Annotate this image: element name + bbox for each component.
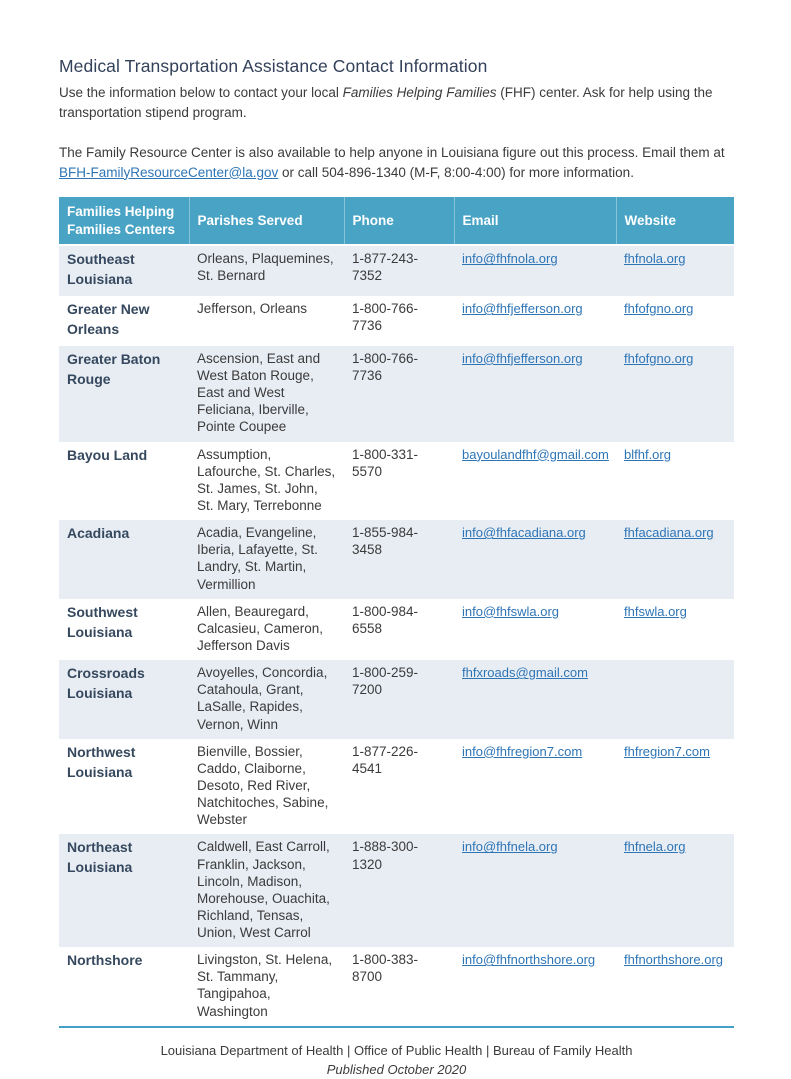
phone-cell: 1-800-383-8700 [344,947,454,1027]
website-link[interactable]: fhfacadiana.org [624,525,714,541]
email-link[interactable]: info@fhfacadiana.org [462,525,586,541]
phone-cell: 1-800-331-5570 [344,442,454,521]
website-cell [616,834,734,947]
page-title: Medical Transportation Assistance Contact Information [59,56,488,76]
table-row [59,947,734,1027]
email-cell [454,346,616,442]
email-link[interactable]: info@fhfnela.org [462,839,558,855]
parishes-cell: Orleans, Plaquemines, St. Bernard [189,245,344,296]
table-row [59,346,734,442]
phone-cell: 1-800-766-7736 [344,346,454,442]
resource-paragraph [59,143,733,182]
table-row [59,599,734,660]
table-row [59,739,734,835]
parishes-cell: Caldwell, East Carroll, Franklin, Jackson, Lincoln, Madison, Morehouse, Ouachita, Richland, Tensas, Union, West Carrol [189,834,344,947]
parishes-cell: Assumption, Lafourche, St. Charles, St. James, St. John, St. Mary, Terrebonne [189,442,344,521]
col-header-website: Website [616,197,734,245]
table-row [59,245,734,296]
table-row [59,296,734,346]
website-link[interactable]: blfhf.org [624,446,671,462]
resource-text-1: The Family Resource Center is also available to help anyone in Louisiana figure out this process. Email them at [59,145,725,161]
website-cell [616,739,734,835]
email-cell [454,442,616,521]
parishes-cell: Ascension, East and West Baton Rouge, East and West Feliciana, Iberville, Pointe Coupee [189,346,344,442]
center-name-cell: Northwest Louisiana [59,739,189,835]
email-link[interactable]: info@fhfjefferson.org [462,350,583,366]
email-cell [454,660,616,739]
parishes-cell: Avoyelles, Concordia, Catahoula, Grant, LaSalle, Rapides, Vernon, Winn [189,660,344,739]
phone-cell: 1-800-259-7200 [344,660,454,739]
website-cell [616,296,734,346]
website-cell [616,599,734,660]
table-row [59,834,734,947]
center-name-cell: Northshore [59,947,189,1027]
parishes-cell: Bienville, Bossier, Caddo, Claiborne, Desoto, Red River, Natchitoches, Sabine, Webster [189,739,344,835]
email-cell [454,520,616,599]
parishes-cell: Livingston, St. Helena, St. Tammany, Tangipahoa, Washington [189,947,344,1027]
website-cell [616,660,734,739]
table-body [59,245,734,1026]
center-name-cell: Southeast Louisiana [59,245,189,296]
center-name-cell: Northeast Louisiana [59,834,189,947]
footer-published-line: Published October 2020 [326,1061,467,1077]
intro-paragraph [59,83,733,122]
table-header-row [59,197,734,245]
footer-org-line: Louisiana Department of Health | Office of Public Health | Bureau of Family Health [160,1042,633,1058]
phone-cell: 1-877-243-7352 [344,245,454,296]
table-row [59,660,734,739]
website-link[interactable]: fhfnola.org [624,251,686,267]
email-link[interactable]: bayoulandfhf@gmail.com [462,446,609,462]
center-name-cell: Bayou Land [59,442,189,521]
fhf-contact-table [59,197,734,1028]
email-cell [454,599,616,660]
phone-cell: 1-800-766-7736 [344,296,454,346]
website-link[interactable]: fhfofgno.org [624,301,694,317]
center-name-cell: Crossroads Louisiana [59,660,189,739]
email-cell [454,947,616,1027]
table-row [59,520,734,599]
email-link[interactable]: info@fhfregion7.com [462,743,583,759]
intro-italic-fhf: Families Helping Families [342,85,497,100]
website-cell [616,442,734,521]
page-footer [59,1042,734,1079]
email-link[interactable]: info@fhfnola.org [462,251,558,267]
email-cell [454,739,616,835]
col-header-parishes: Parishes Served [189,197,344,245]
website-cell [616,245,734,296]
col-header-email: Email [454,197,616,245]
phone-cell: 1-888-300-1320 [344,834,454,947]
intro-text-2: (FHF) center. Ask for help using the transportation stipend program. [59,85,713,120]
website-cell [616,346,734,442]
parishes-cell: Jefferson, Orleans [189,296,344,346]
website-link[interactable]: fhfnela.org [624,839,686,855]
phone-cell: 1-800-984-6558 [344,599,454,660]
col-header-centers: Families Helping Families Centers [59,197,189,245]
email-link[interactable]: info@fhfswla.org [462,603,560,619]
center-name-cell: Greater New Orleans [59,296,189,346]
frc-email-link[interactable]: BFH-FamilyResourceCenter@la.gov [59,164,279,180]
email-link[interactable]: info@fhfjefferson.org [462,301,583,317]
email-cell [454,296,616,346]
phone-cell: 1-855-984-3458 [344,520,454,599]
website-link[interactable]: fhfofgno.org [624,350,694,366]
parishes-cell: Allen, Beauregard, Calcasieu, Cameron, Jefferson Davis [189,599,344,660]
website-link[interactable]: fhfregion7.com [624,743,710,759]
table-row [59,442,734,521]
center-name-cell: Acadiana [59,520,189,599]
email-link[interactable]: info@fhfnorthshore.org [462,952,596,968]
website-link[interactable]: fhfswla.org [624,603,687,619]
col-header-phone: Phone [344,197,454,245]
center-name-cell: Greater Baton Rouge [59,346,189,442]
website-link[interactable]: fhfnorthshore.org [624,952,724,968]
email-link[interactable]: fhfxroads@gmail.com [462,665,588,681]
phone-cell: 1-877-226-4541 [344,739,454,835]
email-cell [454,245,616,296]
website-cell [616,947,734,1027]
center-name-cell: Southwest Louisiana [59,599,189,660]
resource-text-2: or call 504-896-1340 (M-F, 8:00-4:00) for more information. [278,164,634,180]
website-cell [616,520,734,599]
intro-text-1: Use the information below to contact your local [59,85,343,100]
parishes-cell: Acadia, Evangeline, Iberia, Lafayette, St. Landry, St. Martin, Vermillion [189,520,344,599]
email-cell [454,834,616,947]
